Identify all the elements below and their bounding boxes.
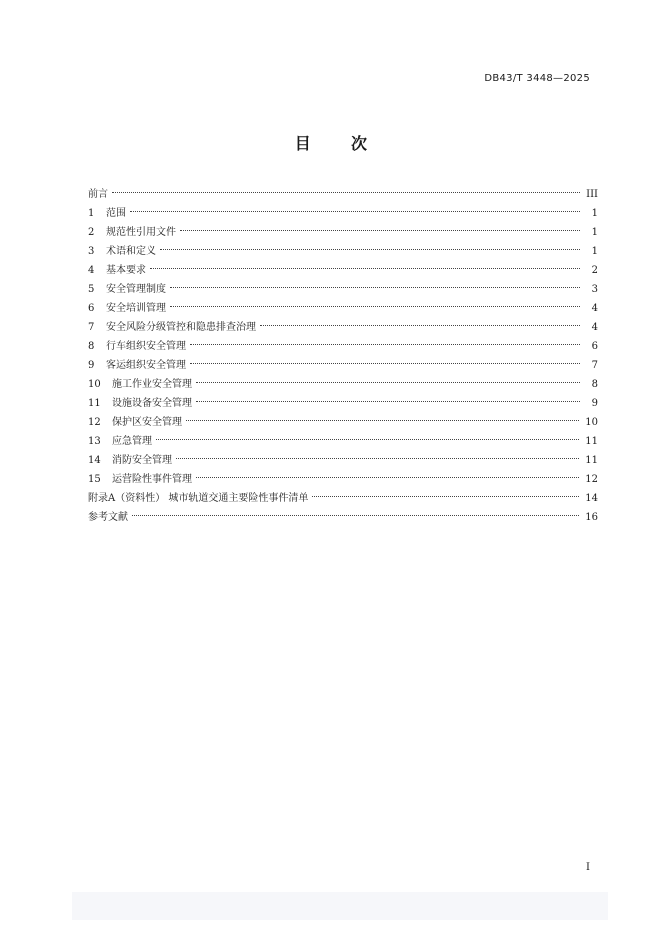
toc-entry-label — [88, 451, 172, 470]
toc-entry-page: 2 — [591, 265, 598, 276]
toc-entry-number: 9 — [88, 360, 95, 371]
toc-entry-text: 消防安全管理 — [112, 455, 172, 466]
toc-entry[interactable] — [88, 356, 598, 375]
toc-entry-page: 1 — [591, 246, 598, 257]
toc-dot-leader — [196, 401, 580, 402]
toc-entry-label — [88, 508, 128, 527]
toc-entry-text: 运营险性事件管理 — [112, 474, 192, 485]
toc-dot-leader — [130, 211, 580, 212]
toc-entry-label — [88, 394, 192, 413]
table-of-contents — [88, 185, 598, 527]
toc-entry-text: 范围 — [106, 208, 126, 219]
toc-entry-text: 术语和定义 — [106, 246, 156, 257]
toc-entry-text: 基本要求 — [106, 265, 146, 276]
toc-entry-label — [88, 356, 186, 375]
toc-entry-text: 设施设备安全管理 — [112, 398, 192, 409]
toc-entry-page: 8 — [591, 379, 598, 390]
toc-entry-label — [88, 489, 308, 508]
toc-entry-number: 5 — [88, 284, 95, 295]
toc-entry-label — [88, 470, 192, 489]
toc-dot-leader — [150, 268, 580, 269]
toc-title-char-2: 次 — [351, 134, 368, 153]
toc-entry[interactable] — [88, 280, 598, 299]
toc-entry-label — [88, 185, 108, 204]
toc-dot-leader — [190, 363, 580, 364]
toc-entry-page: 6 — [591, 341, 598, 352]
toc-dot-leader — [132, 515, 579, 516]
toc-entry[interactable] — [88, 394, 598, 413]
toc-entry-text: 客运组织安全管理 — [106, 360, 186, 371]
toc-entry-number: 3 — [88, 246, 95, 257]
toc-entry-number: 15 — [88, 474, 101, 485]
toc-entry-label — [88, 318, 256, 337]
toc-entry[interactable] — [88, 470, 598, 489]
toc-entry[interactable] — [88, 489, 598, 508]
toc-entry[interactable] — [88, 337, 598, 356]
toc-entry-number: 10 — [88, 379, 101, 390]
toc-entry-page: 1 — [591, 227, 598, 238]
toc-entry-label — [88, 375, 192, 394]
toc-entry-text: 安全培训管理 — [106, 303, 166, 314]
toc-entry-page: 11 — [585, 436, 598, 447]
toc-entry-label — [88, 337, 186, 356]
toc-entry[interactable] — [88, 242, 598, 261]
toc-dot-leader — [176, 458, 579, 459]
toc-dot-leader — [196, 382, 580, 383]
toc-entry-number: 6 — [88, 303, 95, 314]
toc-entry[interactable] — [88, 318, 598, 337]
toc-entry-page: 4 — [591, 303, 598, 314]
toc-entry-number: 13 — [88, 436, 101, 447]
toc-entry-label — [88, 413, 182, 432]
toc-entry[interactable] — [88, 204, 598, 223]
footer-band — [72, 892, 608, 920]
toc-entry-number: 2 — [88, 227, 95, 238]
toc-dot-leader — [190, 344, 580, 345]
toc-dot-leader — [160, 249, 580, 250]
toc-entry-label — [88, 242, 156, 261]
toc-entry-number: 11 — [88, 398, 101, 409]
toc-entry-page: 12 — [585, 474, 598, 485]
toc-entry-label — [88, 280, 166, 299]
toc-entry-text: 保护区安全管理 — [112, 417, 182, 428]
toc-entry-number: 8 — [88, 341, 95, 352]
toc-entry-page: 14 — [585, 493, 598, 504]
toc-title-char-1: 目 — [294, 134, 311, 153]
toc-entry-page: 7 — [591, 360, 598, 371]
toc-dot-leader — [170, 306, 580, 307]
toc-entry-text: 安全风险分级管控和隐患排查治理 — [106, 322, 256, 333]
toc-entry-page: 9 — [591, 398, 598, 409]
toc-entry-page: 4 — [591, 322, 598, 333]
toc-dot-leader — [186, 420, 579, 421]
toc-entry[interactable] — [88, 432, 598, 451]
toc-entry[interactable] — [88, 413, 598, 432]
toc-entry-text: 安全管理制度 — [106, 284, 166, 295]
toc-entry[interactable] — [88, 451, 598, 470]
toc-entry-label — [88, 223, 176, 242]
toc-entry-page: 10 — [585, 417, 598, 428]
toc-entry-number: 14 — [88, 455, 101, 466]
toc-entry-page: 1 — [591, 208, 598, 219]
toc-entry[interactable] — [88, 223, 598, 242]
toc-entry-page: III — [586, 189, 598, 200]
toc-entry-page: 16 — [585, 512, 598, 523]
toc-dot-leader — [312, 496, 579, 497]
toc-entry-label — [88, 261, 146, 280]
toc-dot-leader — [112, 192, 580, 193]
toc-entry-text: 附录A（资料性） 城市轨道交通主要险性事件清单 — [88, 493, 309, 504]
toc-entry-text: 应急管理 — [112, 436, 152, 447]
toc-entry-label — [88, 432, 152, 451]
page-number: I — [586, 862, 590, 873]
document-code: DB43/T 3448—2025 — [484, 73, 590, 84]
toc-entry[interactable] — [88, 508, 598, 527]
toc-title — [0, 131, 662, 154]
toc-entry-number: 1 — [88, 208, 95, 219]
toc-entry-label — [88, 299, 166, 318]
toc-entry-label — [88, 204, 126, 223]
toc-entry[interactable] — [88, 261, 598, 280]
toc-entry-number: 4 — [88, 265, 95, 276]
toc-entry-text: 前言 — [88, 189, 108, 200]
toc-entry[interactable] — [88, 375, 598, 394]
toc-entry-number: 7 — [88, 322, 95, 333]
toc-entry-text: 规范性引用文件 — [106, 227, 176, 238]
toc-dot-leader — [156, 439, 579, 440]
toc-entry[interactable] — [88, 299, 598, 318]
toc-dot-leader — [180, 230, 580, 231]
toc-entry[interactable] — [88, 185, 598, 204]
toc-dot-leader — [196, 477, 579, 478]
toc-entry-number: 12 — [88, 417, 101, 428]
toc-entry-text: 施工作业安全管理 — [112, 379, 192, 390]
toc-entry-text: 行车组织安全管理 — [106, 341, 186, 352]
toc-entry-page: 11 — [585, 455, 598, 466]
toc-dot-leader — [260, 325, 580, 326]
toc-dot-leader — [170, 287, 580, 288]
toc-entry-text: 参考文献 — [88, 512, 128, 523]
toc-entry-page: 3 — [591, 284, 598, 295]
